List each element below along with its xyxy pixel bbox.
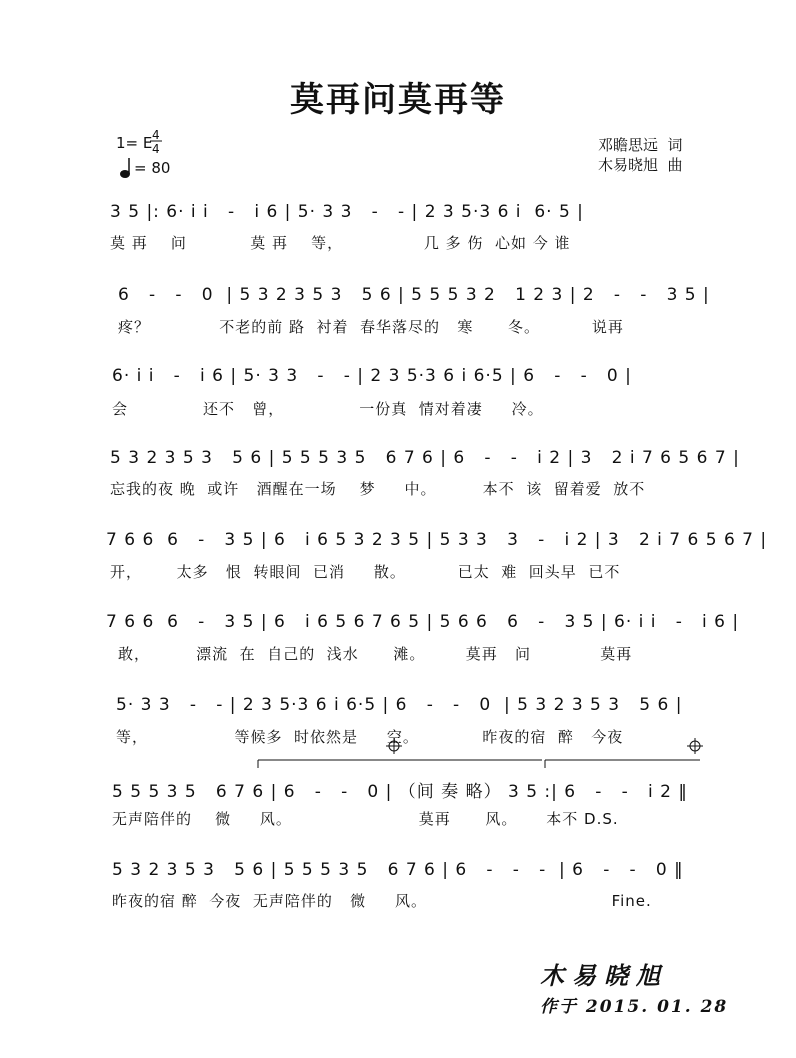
lyric-line: 开， 太多 恨 转眼间 已消 散。 已太 难 回头早 已不 xyxy=(110,563,621,581)
signature-name: 木易晓旭 xyxy=(540,961,668,990)
notation-line: 6 - - 0 | 5 3 2 3 5 3 5 6 | 5 5 5 3 2 1 2 3 | 2 - - 3 5 | xyxy=(118,285,710,305)
lyric-line: 疼？ 不老的前 路 衬着 春华落尽的 寒 冬。 说再 xyxy=(118,318,624,336)
lyric-line: 昨夜的宿 醉 今夜 无声陪伴的 微 风。 Fine. xyxy=(112,892,652,910)
lyric-line: 忘我的夜 晚 或许 酒醒在一场 梦 中。 本不 该 留着爱 放不 xyxy=(110,480,646,498)
time-signature-bottom: 4 xyxy=(152,142,160,156)
lyric-line: 无声陪伴的 微 风。 莫再 风。 本不 D.S. xyxy=(112,810,619,828)
notation-line: 6· i i - i 6 | 5· 3 3 - - | 2 3 5·3 6 i 6·5 | 6 - - 0 | xyxy=(112,366,632,386)
notation-line: 5 3 2 3 5 3 5 6 | 5 5 5 3 5 6 7 6 | 6 - - i 2 | 3 2 i 7 6 5 6 7 | xyxy=(110,448,740,468)
notation-line: 7 6 6 6 - 3 5 | 6 i 6 5 3 2 3 5 | 5 3 3 3 - i 2 | 3 2 i 7 6 5 6 7 | xyxy=(106,530,768,550)
lyric-line: 等， 等候多 时依然是 空。 昨夜的宿 醉 今夜 xyxy=(116,728,624,746)
signature-date: 作于 2015. 01. 28 xyxy=(540,997,729,1017)
notation-line: 5· 3 3 - - | 2 3 5·3 6 i 6·5 | 6 - - 0 | 5 3 2 3 5 3 5 6 | xyxy=(116,695,683,715)
notation-line: 5 3 2 3 5 3 5 6 | 5 5 5 3 5 6 7 6 | 6 - - - | 6 - - 0 ‖ xyxy=(112,860,684,880)
lyric-line: 敢， 漂流 在 自己的 浅水 滩。 莫再 问 莫再 xyxy=(118,645,633,663)
key-signature: 1= E xyxy=(116,134,153,152)
composer-credit: 木易晓旭 曲 xyxy=(598,156,683,174)
notation-line: 7 6 6 6 - 3 5 | 6 i 6 5 6 7 6 5 | 5 6 6 6 - 3 5 | 6· i i - i 6 | xyxy=(106,612,740,632)
song-title: 莫再问莫再等 xyxy=(290,80,506,120)
lyric-line: 会 还不 曾， 一份真 情对着凄 冷。 xyxy=(112,400,544,418)
notation-line: 5 5 5 3 5 6 7 6 | 6 - - 0 | （间 奏 略） 3 5 :| 6 - - i 2 ‖ xyxy=(112,782,688,802)
tempo-marking: = 80 xyxy=(134,159,171,177)
notation-line: 3 5 |: 6· i i - i 6 | 5· 3 3 - - | 2 3 5·3 6 i 6· 5 | xyxy=(110,202,584,222)
time-signature-top: 4 xyxy=(152,128,160,142)
lyric-line: 莫 再 问 莫 再 等， 几 多 伤 心如 今 谁 xyxy=(110,234,571,252)
lyricist-credit: 邓瞻思远 词 xyxy=(598,136,683,154)
